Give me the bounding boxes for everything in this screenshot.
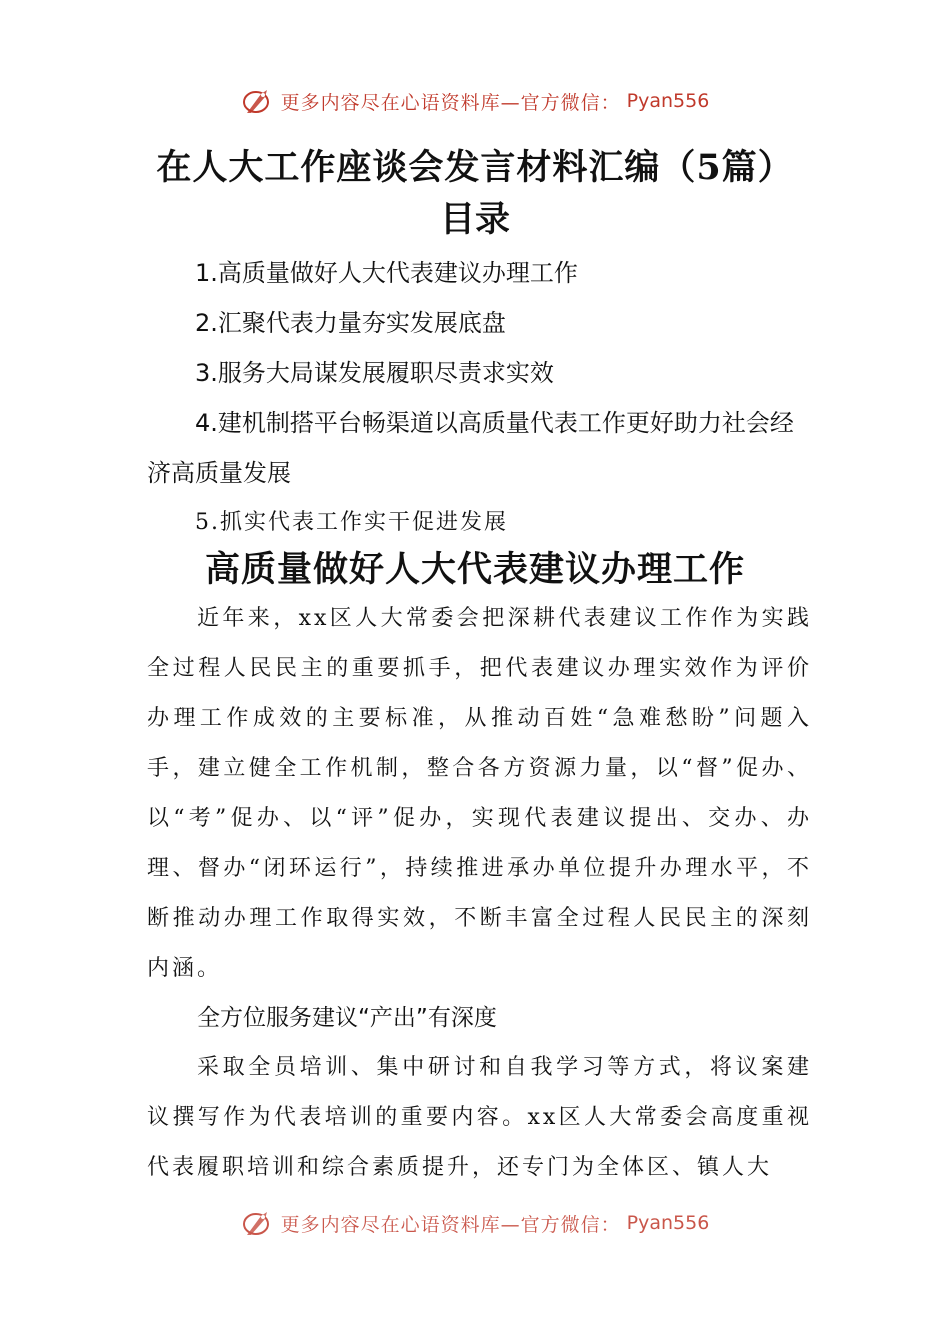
pen-nib-logo-icon <box>241 1208 275 1238</box>
table-of-contents <box>147 248 812 548</box>
pen-nib-logo-icon <box>241 86 275 116</box>
toc-item-1: 1.高质量做好人大代表建议办理工作 <box>195 259 578 287</box>
subheading-1: 全方位服务建议“产出”有深度 <box>197 1005 497 1031</box>
document-title: 在人大工作座谈会发言材料汇编（5篇） <box>156 147 794 188</box>
body-paragraph-2: 采取全员培训、集中研讨和自我学习等方式，将议案建议撰写作为代表培训的重要内容。xx区人大常委会高度重视代表履职培训和综合素质提升，还专门为全体区、镇人大 <box>147 1055 812 1180</box>
toc-item-4: 4.建机制搭平台畅渠道以高质量代表工作更好助力社会经济高质量发展 <box>147 409 794 487</box>
watermark-text: 更多内容尽在心语资料库—官方微信： <box>280 91 621 114</box>
toc-item-5: 5.抓实代表工作实干促进发展 <box>195 510 508 535</box>
toc-item-3: 3.服务大局谋发展履职尽责求实效 <box>195 359 554 387</box>
watermark-text: 更多内容尽在心语资料库—官方微信： <box>280 1213 621 1236</box>
watermark-footer <box>0 1208 950 1238</box>
watermark-header <box>0 86 950 116</box>
toc-item-2: 2.汇聚代表力量夯实发展底盘 <box>195 309 506 337</box>
watermark-id: Pyan556 <box>626 1212 710 1234</box>
watermark-id: Pyan556 <box>626 90 710 112</box>
section-title: 高质量做好人大代表建议办理工作 <box>204 549 745 590</box>
body-paragraph-1: 近年来，xx区人大常委会把深耕代表建议工作作为实践全过程人民民主的重要抓手，把代表建议办理实效作为评价办理工作成效的主要标准，从推动百姓“急难愁盼”问题入手，建立健全工作机制，整合各方资源力量，以“督”促办、以“考”促办、以“评”促办，实现代表建议提出、交办、办理、督办“闭环运行”，持续推进承办单位提升办理水平，不断推动办理工作取得实效，不断丰富全过程人民民主的深刻内涵。 <box>147 606 812 981</box>
toc-heading: 目录 <box>439 199 510 240</box>
